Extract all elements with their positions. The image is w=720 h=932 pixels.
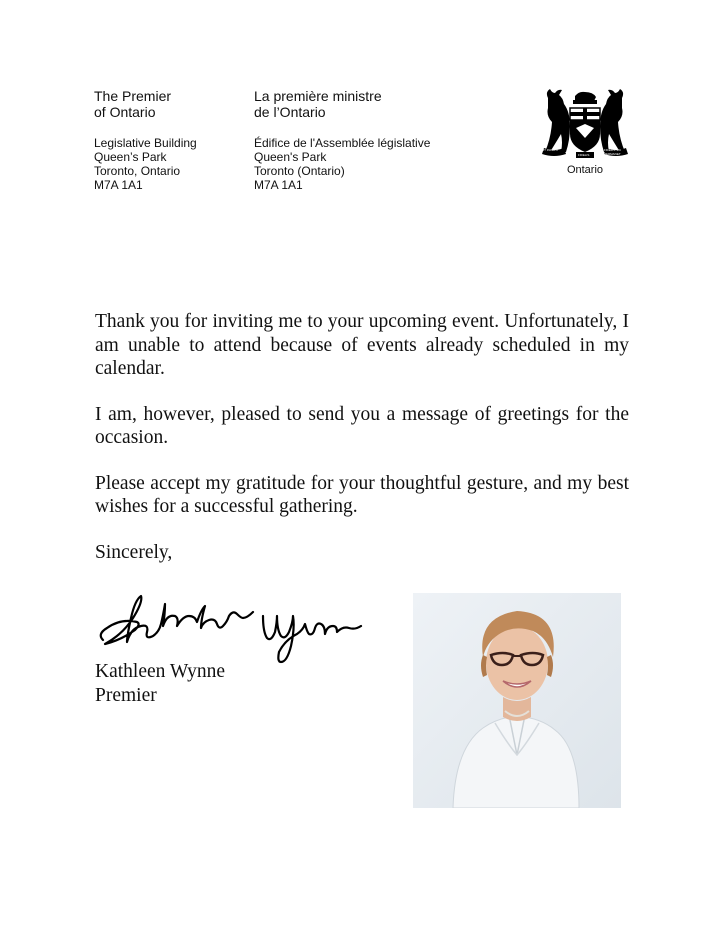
- address-line: Queen’s Park: [94, 150, 167, 164]
- signer-name: Kathleen Wynne: [95, 661, 226, 682]
- address-english: [94, 136, 197, 192]
- letter-body: [95, 310, 629, 564]
- premier-title-line-2: of Ontario: [94, 104, 156, 120]
- crest-motto-left: UT INCEPIT: [542, 148, 559, 152]
- handwritten-signature: [93, 588, 383, 668]
- address-french: [254, 136, 430, 192]
- address-line: Édifice de l'Assemblée législative: [254, 136, 431, 150]
- letterhead-english: [94, 88, 197, 192]
- premier-title-line-1-fr: La première ministre: [254, 88, 382, 104]
- signer-block: [95, 660, 225, 708]
- premier-title-line-1: The Premier: [94, 88, 172, 104]
- signer-title: Premier: [95, 685, 157, 706]
- address-line: Legislative Building: [94, 136, 197, 150]
- address-line: M7A 1A1: [254, 178, 303, 192]
- address-line: M7A 1A1: [94, 178, 143, 192]
- address-line: Toronto (Ontario): [254, 164, 345, 178]
- premier-title-line-2-fr: de l’Ontario: [254, 104, 326, 120]
- crest-motto-right: FIDELIS SIC PERMANET: [604, 148, 622, 156]
- body-paragraph-1: Thank you for inviting me to your upcoming event. Unfortunately, I am unable to attend because of events already scheduled in my calendar.: [95, 311, 629, 379]
- crest-label: Ontario: [566, 164, 604, 176]
- letterhead-french: [254, 88, 430, 192]
- crest-motto-base: FIDELIS: [578, 153, 590, 157]
- closing-salutation: Sincerely,: [95, 541, 173, 563]
- portrait-photo: [413, 593, 621, 808]
- address-line: Queen's Park: [254, 150, 327, 164]
- body-paragraph-2: I am, however, pleased to send you a message of greetings for the occasion.: [95, 403, 629, 448]
- body-paragraph-3: Please accept my gratitude for your thoughtful gesture, and my best wishes for a successful gathering.: [95, 472, 629, 517]
- address-line: Toronto, Ontario: [94, 164, 181, 178]
